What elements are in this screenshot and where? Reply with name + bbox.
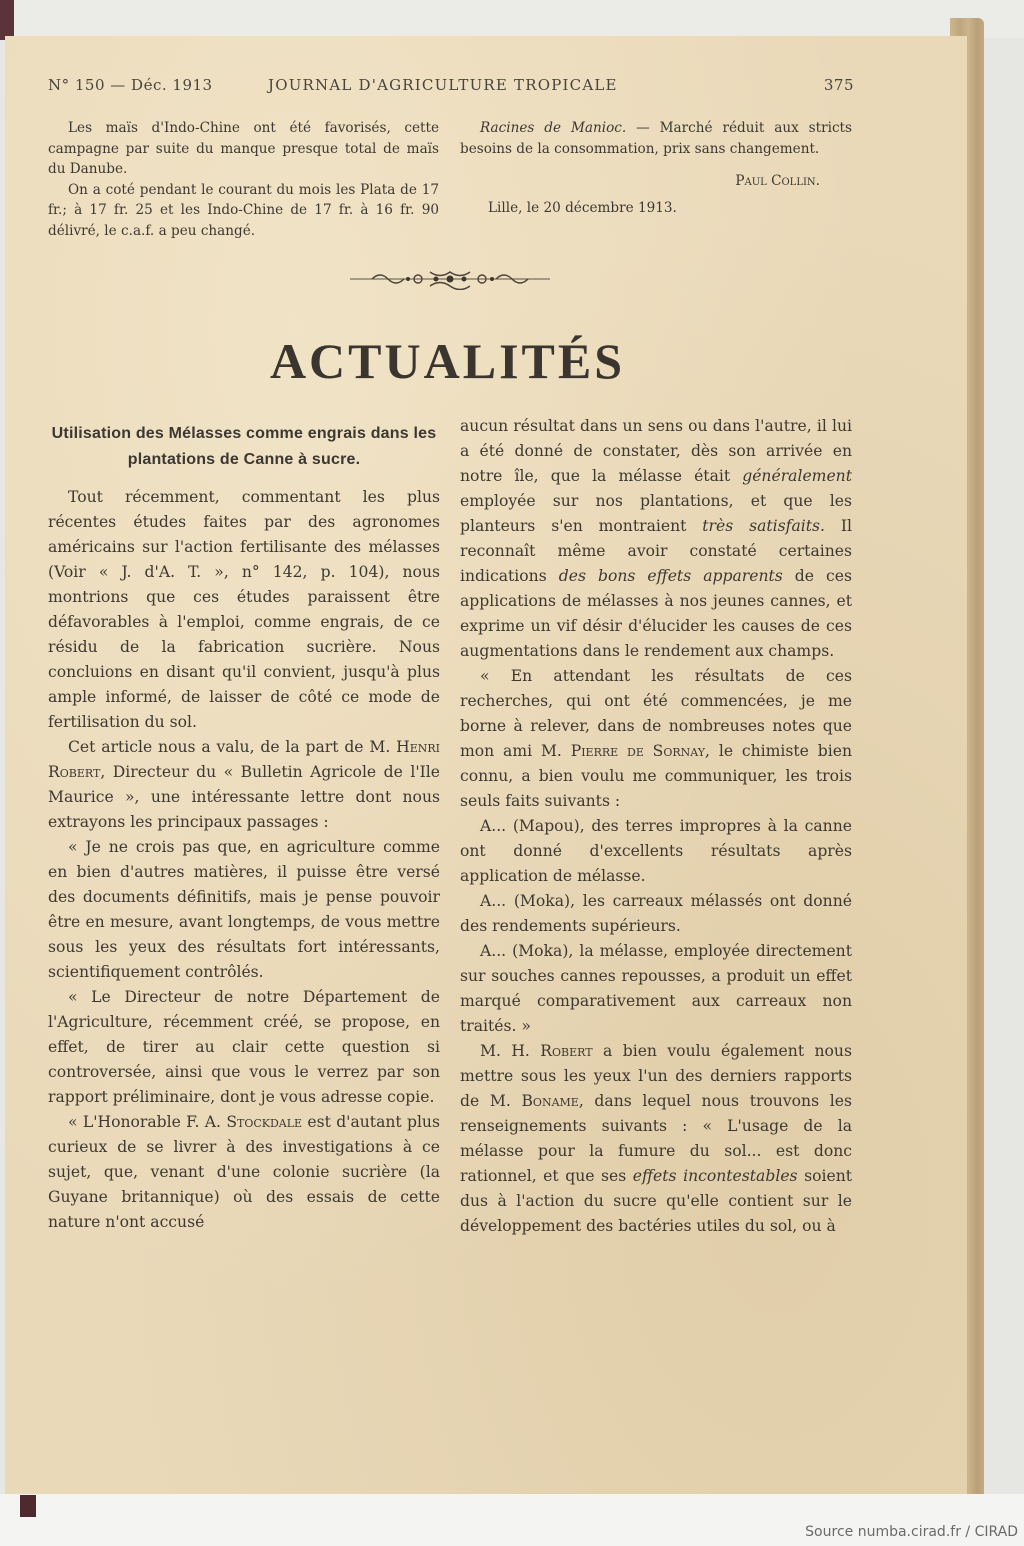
person-name: Robert: [540, 1042, 593, 1060]
person-name: Boname: [521, 1092, 579, 1110]
paragraph: Tout récemment, commentant les plus récentes études faites par des agronomes américains sur l'action fertilisante des mélasses (Voir « J. d'A. T. », n° 142, p. 104), nous montrions que ces études paraissent être défavorables à l'emploi, comme engrais, de ce résidu de la fabrication sucrière. Nous concluions en disant qu'il convient, jusqu'à plus ample informé, de laisser de côté ce mode de fertilisation du sol.: [48, 488, 440, 731]
issue-number: N° 150 — Déc. 1913: [48, 76, 213, 94]
paragraph: [460, 1039, 852, 1239]
paragraph-text: — Marché réduit aux stricts besoins de la consommation, prix sans changement.: [460, 120, 852, 157]
paragraph: [48, 1110, 440, 1235]
paragraph: [460, 664, 852, 814]
paragraph-text: soient dus à l'action du sucre qu'elle contient sur le développement des bactéries utiles du sol, ou à: [460, 1167, 852, 1235]
paragraph: A... (Moka), les carreaux mélassés ont donné des rendements supérieurs.: [460, 892, 852, 935]
emphasis: des bons effets apparents: [558, 567, 783, 585]
article-left-column: [48, 421, 440, 1235]
paragraph: [460, 414, 852, 664]
italic-lead: Racines de Manioc.: [480, 120, 627, 136]
fleuron-ornament-icon: [350, 268, 550, 290]
source-credit: Source numba.cirad.fr / CIRAD: [805, 1524, 1018, 1540]
paragraph-text: Cet article nous a valu, de la part de M.: [68, 738, 397, 756]
section-title: ACTUALITÉS: [269, 333, 626, 389]
paragraph-text: M. H.: [480, 1042, 541, 1060]
running-head: [48, 76, 854, 100]
person-name: Stockdale: [226, 1113, 303, 1131]
scan-background-top: [0, 0, 1024, 38]
paragraph: « Je ne crois pas que, en agriculture comme en bien d'autres matières, il puisse être versé des documents définitifs, mais je pense pouvoir être en mesure, avant longtemps, de vous mettre sous les yeux des résultats fort intéressants, scientifiquement contrôlés.: [48, 838, 440, 981]
paragraph-text: de ces applications de mélasses à nos jeunes cannes, et exprime un vif désir d'élucider les causes de ces augmentations dans le rendement aux champs.: [460, 567, 852, 660]
paragraph-text: Il reconnaît même avoir constaté certaines indications: [460, 517, 853, 585]
paragraph-text: « En attendant les résultats de ces recherches, qui ont été commencées, je me borne à relever, dans de nombreuses notes que mon ami M.: [460, 667, 852, 760]
article-title: Utilisation des Mélasses comme engrais dans les plantations de Canne à sucre.: [51, 425, 437, 468]
emphasis: très satisfaits.: [702, 517, 825, 535]
paragraph-text: , le chimiste bien connu, a bien voulu me communiquer, les trois seuls faits suivants :: [460, 742, 852, 810]
paragraph: [48, 735, 440, 835]
paragraph-text: employée sur nos plantations, et que les planteurs s'en montraient: [460, 492, 852, 535]
book-binding-edge: [0, 0, 14, 40]
person-name: Pierre de Sornay: [570, 742, 706, 760]
person-name: Henri Robert: [48, 738, 440, 781]
paragraph-text: a bien voulu également nous mettre sous les yeux l'un des derniers rapports de M.: [460, 1042, 852, 1110]
paragraph: On a coté pendant le courant du mois les Plata de 17 fr.; à 17 fr. 25 et les Indo-Chine de 17 fr. à 16 fr. 90 délivré, le c.a.f. a peu changé.: [48, 181, 439, 239]
journal-title: JOURNAL D'AGRICULTURE TROPICALE: [268, 76, 618, 94]
dateline: Lille, le 20 décembre 1913.: [488, 199, 677, 216]
paragraph-text: aucun résultat dans un sens ou dans l'autre, il lui a été donné de constater, dès son arrivée en notre île, que la mélasse était: [460, 417, 852, 485]
paragraph: [460, 118, 852, 159]
paragraph-text: « L'Honorable F. A.: [68, 1113, 227, 1131]
journal-page: [5, 36, 967, 1494]
book-binding-edge-bottom: [20, 1495, 36, 1517]
paragraph: A... (Mapou), des terres impropres à la canne ont donné d'excellents résultats après application de mélasse.: [460, 817, 852, 885]
emphasis: effets incontestables: [632, 1167, 798, 1185]
paragraph: A... (Moka), la mélasse, employée directement sur souches cannes repousses, a produit un effet marqué comparativement aux carreaux non traités. »: [460, 942, 852, 1035]
article-right-column: [460, 414, 852, 1239]
author-signature: Paul Collin.: [735, 173, 820, 189]
page-number: 375: [823, 76, 854, 94]
previous-article-right-column: [460, 118, 852, 218]
paragraph: Les maïs d'Indo-Chine ont été favorisés, cette campagne par suite du manque presque total de maïs du Danube.: [48, 120, 439, 177]
emphasis: généralement: [742, 467, 852, 485]
previous-article-left-column: [48, 118, 439, 241]
paragraph-text: , Directeur du « Bulletin Agricole de l'Ile Maurice », une intéressante lettre dont nous extrayons les principaux passages :: [48, 763, 440, 831]
paragraph-text: , dans lequel nous trouvons les renseignements suivants : « L'usage de la mélasse pour la fumure du sol... est donc rationnel, et que ses: [460, 1092, 852, 1185]
paragraph: « Le Directeur de notre Département de l'Agriculture, récemment créé, se propose, en effet, de tirer au clair cette question si controversée, ainsi que vous le verrez par son rapport préliminaire, dont je vous adresse copie.: [48, 988, 440, 1106]
paragraph-text: est d'autant plus curieux de se livrer à des investigations à ce sujet, que, venant d'une colonie sucrière (la Guyane britannique) où des essais de cette nature n'ont accusé: [48, 1113, 440, 1231]
